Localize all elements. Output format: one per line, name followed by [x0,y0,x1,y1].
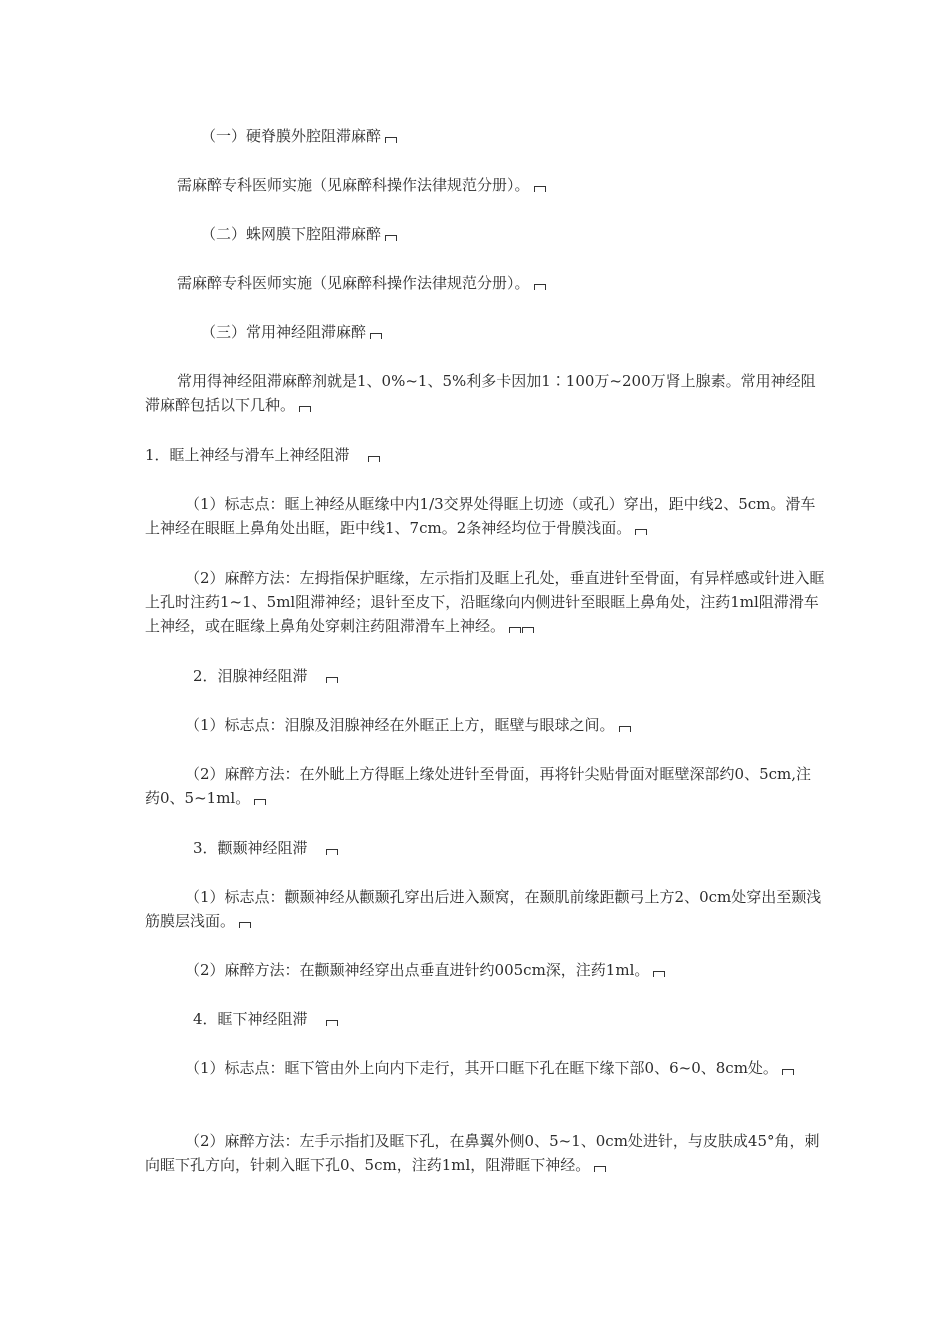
paragraph-text: （2）麻醉方法：左手示指扪及眶下孔，在鼻翼外侧0、5~1、0cm处进针，与皮肤成45°角，刺向眶下孔方向，针刺入眶下孔0、5cm，注药1ml，阻滞眶下神经。 [145,1132,820,1174]
paragraph-mark-icon [534,284,546,290]
paragraph-text: （1）标志点：眶上神经从眶缘中内1/3交界处得眶上切迹（或孔）穿出，距中线2、5cm。滑车上神经在眼眶上鼻角处出眶，距中线1、7cm。2条神经均位于骨膜浅面。 [145,495,816,537]
subheading-zygomaticotemporal [145,836,825,860]
paragraph-text: 3．颧颞神经阻滞 [193,839,308,857]
section-heading-epidural [145,124,825,148]
paragraph-mark-icon [370,333,382,339]
paragraph-text: （二）蛛网膜下腔阻滞麻醉 [201,225,382,243]
paragraph-text: 4．眶下神经阻滞 [193,1010,308,1028]
paragraph-mark-icon [368,456,380,462]
paragraph-text: 需麻醉专科医师实施（见麻醉科操作法律规范分册）。 [177,274,530,292]
section-heading-subarachnoid [145,222,825,246]
paragraph-nerve-block-intro [145,369,825,417]
paragraph-mark-icon [385,235,397,241]
paragraph-mark-icon [653,971,665,977]
paragraph-text: 需麻醉专科医师实施（见麻醉科操作法律规范分册）。 [177,176,530,194]
paragraph-text: 1．眶上神经与滑车上神经阻滞 [145,446,350,464]
subheading-supraorbital [145,443,825,467]
paragraph-zygomaticotemporal-landmark [145,885,825,933]
paragraph-text: 2．泪腺神经阻滞 [193,667,308,685]
paragraph-text: （1）标志点：眶下管由外上向内下走行，其开口眶下孔在眶下缘下部0、6~0、8cm处。 [185,1059,778,1077]
paragraph-text: （一）硬脊膜外腔阻滞麻醉 [201,127,382,145]
paragraph-text: （2）麻醉方法：在外眦上方得眶上缘处进针至骨面，再将针尖贴骨面对眶壁深部约0、5cm,注药0、5~1ml。 [145,765,812,807]
paragraph-infraorbital-landmark [145,1056,825,1080]
paragraph-subarachnoid-note [145,271,825,295]
subheading-lacrimal [145,664,825,688]
paragraph-mark-icon [385,137,397,143]
paragraph-mark-icon [299,406,311,412]
paragraph-mark-icon [239,922,251,928]
paragraph-supraorbital-landmark [145,492,825,540]
paragraph-mark-icon [534,186,546,192]
paragraph-text: 常用得神经阻滞麻醉剂就是1、0%~1、5%利多卡因加1∶100万~200万肾上腺素。常用神经阻滞麻醉包括以下几种。 [145,372,816,414]
subheading-infraorbital [145,1007,825,1031]
paragraph-lacrimal-method [145,762,825,810]
paragraph-mark-icon [594,1166,606,1172]
paragraph-mark-icon [254,799,266,805]
paragraph-supraorbital-method [145,566,825,638]
paragraph-lacrimal-landmark [145,713,825,737]
paragraph-mark-icon [326,1020,338,1026]
paragraph-epidural-note [145,173,825,197]
paragraph-text: （2）麻醉方法：在颧颞神经穿出点垂直进针约005cm深，注药1ml。 [185,961,650,979]
paragraph-infraorbital-method [145,1129,825,1177]
paragraph-mark-icon [635,529,647,535]
paragraph-text: （1）标志点：颧颞神经从颧颞孔穿出后进入颞窝，在颞肌前缘距颧弓上方2、0cm处穿出至颞浅筋膜层浅面。 [145,888,822,930]
paragraph-text: （2）麻醉方法：左拇指保护眶缘，左示指扪及眶上孔处，垂直进针至骨面，有异样感或针进入眶上孔时注药1~1、5ml阻滞神经；退针至皮下，沿眶缘向内侧进针至眼眶上鼻角处，注药1ml阻滞滑车上神经，或在眶缘上鼻角处穿刺注药阻滞滑车上神经。 [145,569,825,635]
paragraph-mark-icon [509,627,521,633]
section-heading-nerve-block [145,320,825,344]
paragraph-text: （1）标志点：泪腺及泪腺神经在外眶正上方，眶壁与眼球之间。 [185,716,615,734]
paragraph-mark-icon [619,726,631,732]
paragraph-text: （三）常用神经阻滞麻醉 [201,323,367,341]
paragraph-mark-icon [782,1069,794,1075]
paragraph-mark-icon [326,677,338,683]
paragraph-mark-icon [522,627,534,633]
paragraph-zygomaticotemporal-method [145,958,825,982]
paragraph-mark-icon [326,849,338,855]
